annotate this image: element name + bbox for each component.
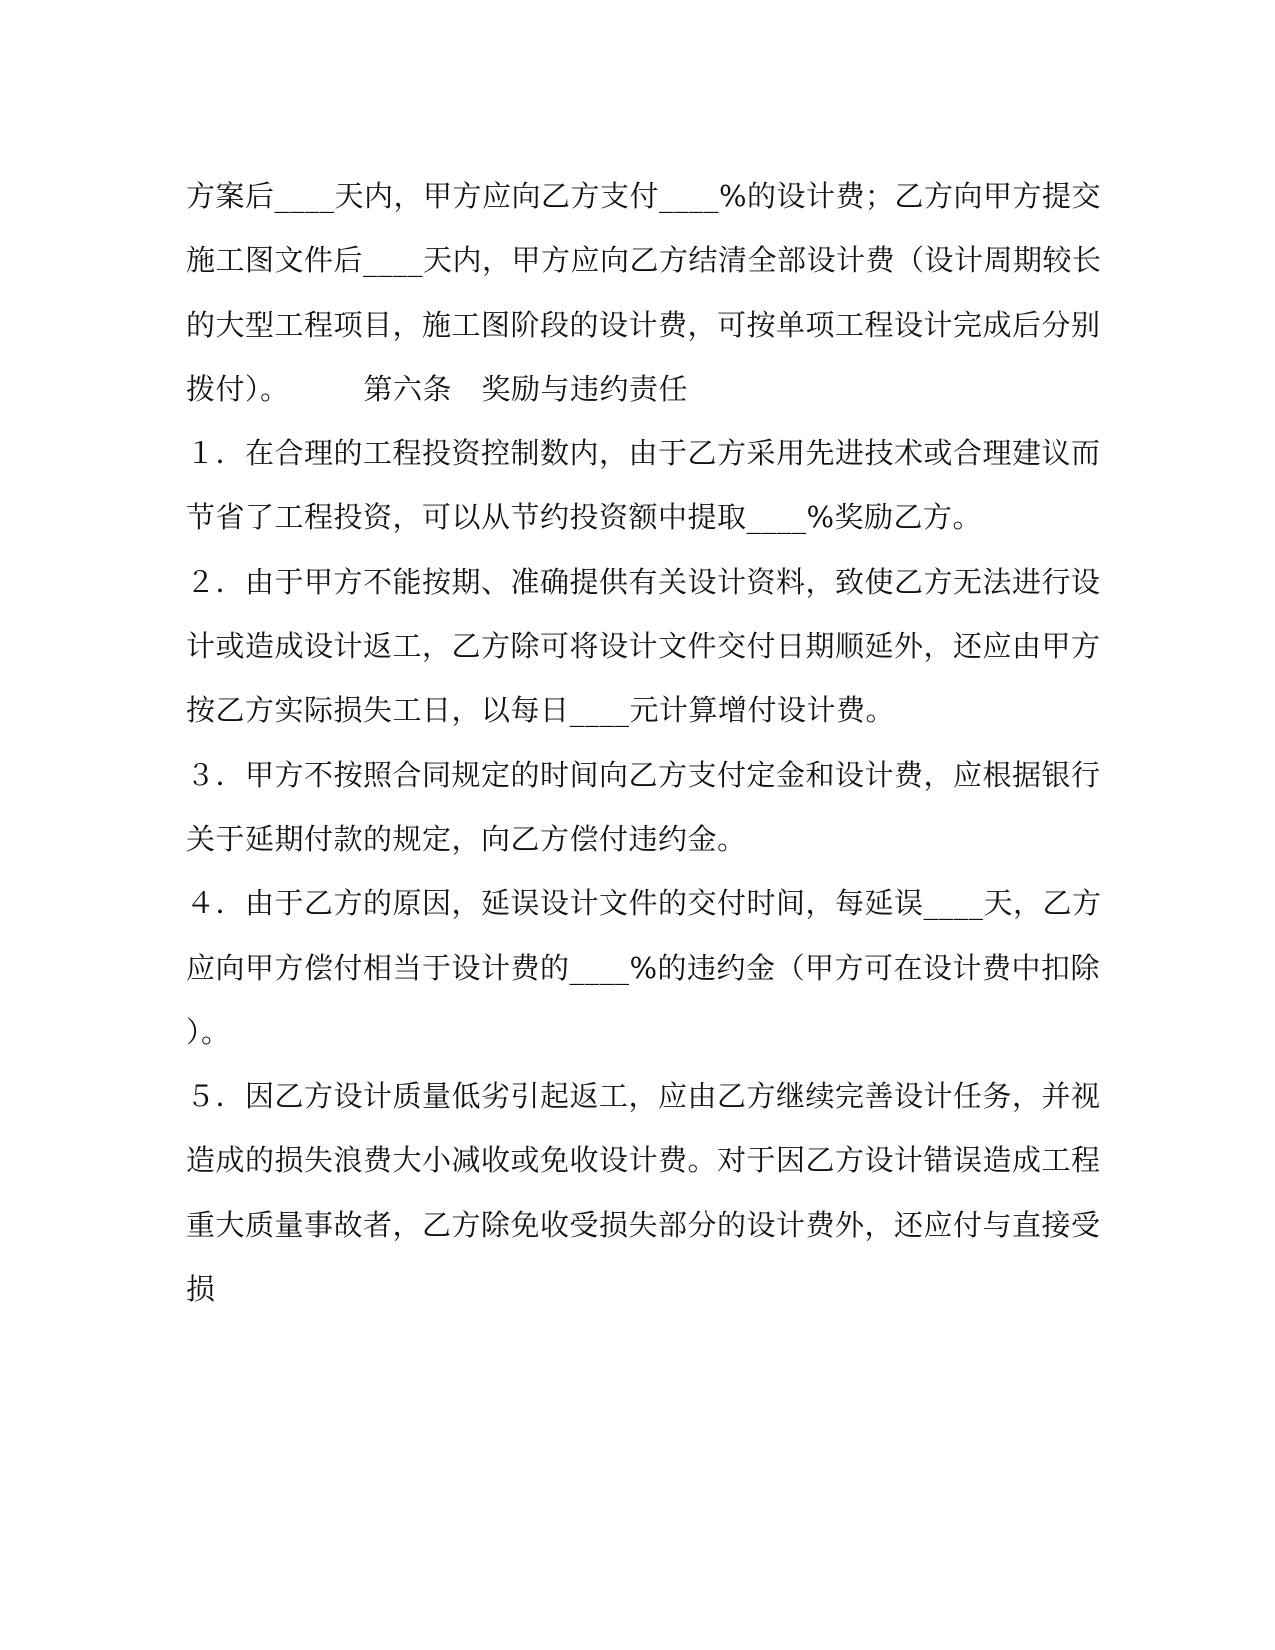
text-line: 关于延期付款的规定，向乙方偿付违约金。 [186,821,747,856]
text-line: 损 [186,1272,216,1307]
text-line: 的大型工程项目，施工图阶段的设计费，可按单项工程设计完成后分别 [186,307,1101,342]
text-line: 造成的损失浪费大小减收或免收设计费。对于因乙方设计错误造成工程 [186,1143,1101,1178]
contract-text-body [186,164,1102,1321]
text-line: 方案后____天内，甲方应向乙方支付____%的设计费；乙方向甲方提交 [186,179,1102,213]
text-line: 重大质量事故者，乙方除免收受损失部分的设计费外，还应付与直接受 [186,1207,1101,1242]
text-line: 计或造成设计返工，乙方除可将设计文件交付日期顺延外，还应由甲方 [186,629,1101,664]
text-line: 节省了工程投资，可以从节约投资额中提取____%奖励乙方。 [186,500,983,535]
text-line: ２．由于甲方不能按期、准确提供有关设计资料，致使乙方无法进行设 [186,564,1101,599]
text-line: 拨付）。 第六条 奖励与违约责任 [186,371,689,406]
text-line: １．在合理的工程投资控制数内，由于乙方采用先进技术或合理建议而 [186,436,1101,471]
text-line: ３．甲方不按照合同规定的时间向乙方支付定金和设计费，应根据银行 [186,757,1101,792]
text-line: ４．由于乙方的原因，延误设计文件的交付时间，每延误____天，乙方 [186,886,1102,921]
text-line: ５．因乙方设计质量低劣引起返工，应由乙方继续完善设计任务，并视 [186,1079,1101,1114]
text-line: ）。 [186,1014,231,1049]
text-line: 施工图文件后____天内，甲方应向乙方结清全部设计费（设计周期较长 [186,243,1102,278]
text-line: 应向甲方偿付相当于设计费的____%的违约金（甲方可在设计费中扣除 [186,950,1101,985]
text-line: 按乙方实际损失工日，以每日____元计算增付设计费。 [186,693,896,728]
